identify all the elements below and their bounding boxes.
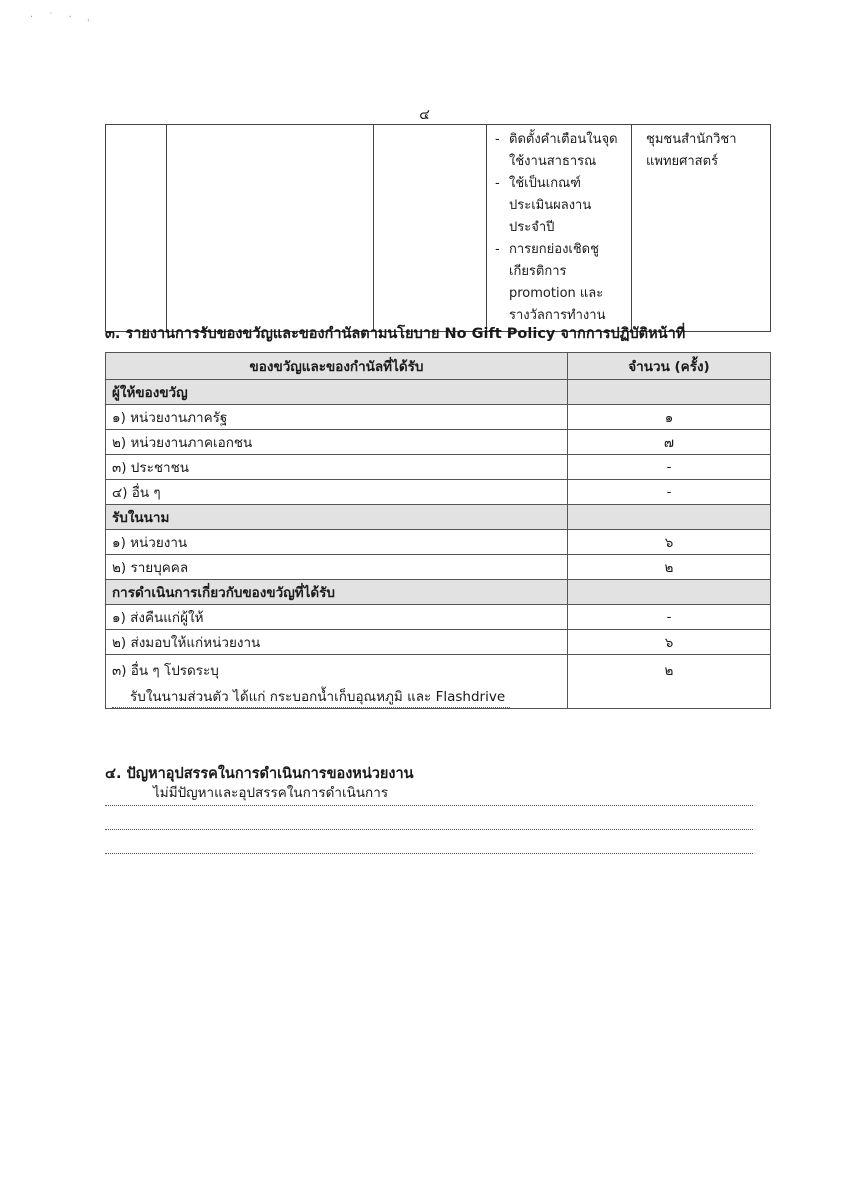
row-label: ๒) ส่งมอบให้แก่หน่วยงาน — [106, 630, 568, 655]
table-row — [106, 630, 771, 655]
row-label: ๑) หน่วยงาน — [106, 530, 568, 555]
row-label: ๓) ประชาชน — [106, 455, 568, 480]
group-blank — [568, 505, 771, 530]
row-count: - — [568, 455, 771, 480]
section-4-heading: ๔. ปัญหาอุปสรรคในการดำเนินการของหน่วยงาน — [105, 766, 414, 782]
empty-cell — [374, 125, 487, 332]
other-detail: รับในนามส่วนตัว ได้แก่ กระบอกน้ำเก็บอุณหภูมิ และ Flashdrive — [112, 685, 510, 708]
row-count: ๖ — [568, 530, 771, 555]
responsible-org: ชุมชนสำนักวิชาแพทยศาสตร์ — [632, 125, 771, 332]
row-count: ๑ — [568, 405, 771, 430]
row-count: ๒ — [568, 655, 771, 709]
measure-item: - ติดตั้งคำเตือนในจุดใช้งานสาธารณ — [493, 129, 625, 173]
table-row — [106, 655, 771, 709]
row-count: ๗ — [568, 430, 771, 455]
group-row — [106, 580, 771, 605]
empty-cell — [167, 125, 374, 332]
table-row — [106, 405, 771, 430]
col-header-count: จำนวน (ครั้ง) — [568, 353, 771, 380]
row-label: ๔) อื่น ๆ — [106, 480, 568, 505]
answer-line — [105, 783, 753, 806]
table-row — [106, 480, 771, 505]
answer-text: ไม่มีปัญหาและอุปสรรคในการดำเนินการ — [153, 785, 389, 801]
row-label: ๑) ส่งคืนแก่ผู้ให้ — [106, 605, 568, 630]
group-title: ผู้ให้ของขวัญ — [106, 380, 568, 405]
group-blank — [568, 580, 771, 605]
table-row — [106, 455, 771, 480]
measures-cell — [487, 125, 632, 332]
gift-table — [105, 352, 771, 709]
row-label: ๒) หน่วยงานภาคเอกชน — [106, 430, 568, 455]
group-row — [106, 505, 771, 530]
table-row — [106, 125, 771, 332]
row-count: - — [568, 480, 771, 505]
measure-item: - การยกย่องเชิดชูเกียรติการ promotion และรางวัลการทำงาน — [493, 239, 625, 327]
table-row — [106, 430, 771, 455]
table-row — [106, 605, 771, 630]
row-label: ๒) รายบุคคล — [106, 555, 568, 580]
row-count: ๖ — [568, 630, 771, 655]
empty-cell — [106, 125, 167, 332]
row-count: ๒ — [568, 555, 771, 580]
page-number: ๔ — [419, 107, 430, 123]
row-count: - — [568, 605, 771, 630]
col-header-item: ของขวัญและของกำนัลที่ได้รับ — [106, 353, 568, 380]
group-blank — [568, 380, 771, 405]
group-title: การดำเนินการเกี่ยวกับของขวัญที่ได้รับ — [106, 580, 568, 605]
group-title: รับในนาม — [106, 505, 568, 530]
measure-item: - ใช้เป็นเกณฑ์ประเมินผลงานประจำปี — [493, 173, 625, 239]
table-row — [106, 530, 771, 555]
group-row — [106, 380, 771, 405]
blank-line — [105, 807, 753, 830]
continuation-table — [105, 124, 771, 332]
row-label-with-detail — [106, 655, 568, 709]
table-header-row — [106, 353, 771, 380]
table-row — [106, 555, 771, 580]
section-3-heading: ๓. รายงานการรับของขวัญและของกำนัลตามนโยบาย No Gift Policy จากการปฏิบัติหน้าที่ — [105, 326, 686, 342]
row-label: ๑) หน่วยงานภาครัฐ — [106, 405, 568, 430]
blank-line — [105, 831, 753, 854]
row-label: ๓) อื่น ๆ โปรดระบุ — [112, 663, 219, 679]
scan-noise: · ˙ · ˌ — [30, 12, 96, 23]
